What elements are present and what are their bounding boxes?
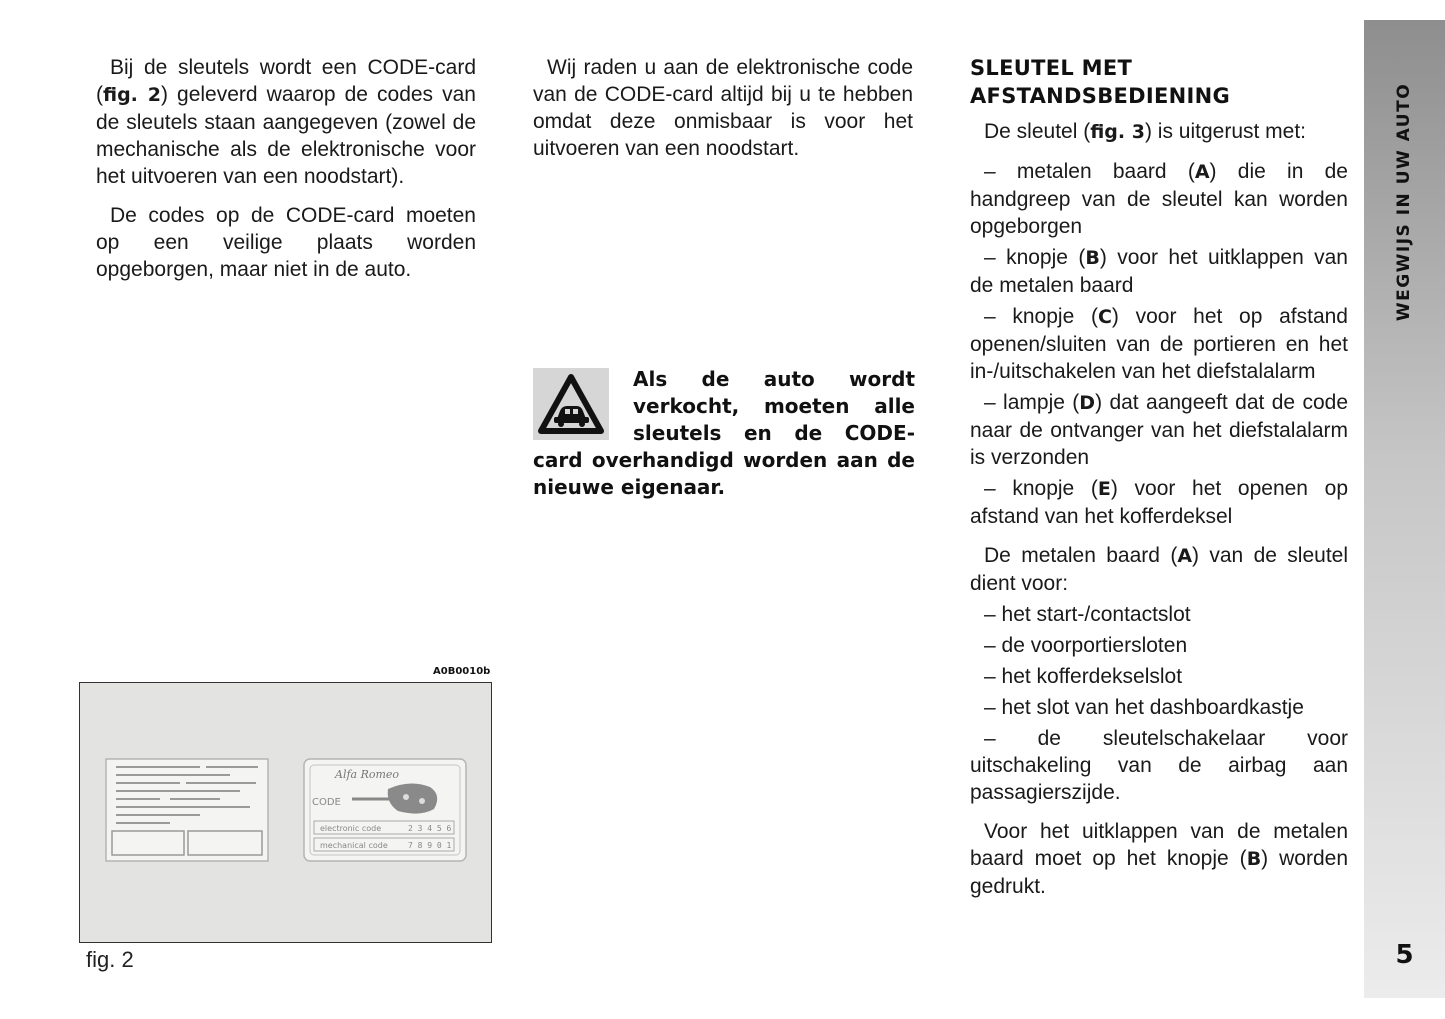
- card-code-label: CODE: [312, 797, 341, 808]
- warning-text: Als de auto wordt verkocht, moeten alle sleutels en de CODE-card overhandigd worden aan de nieuwe eigenaar.: [533, 367, 915, 499]
- chapter-sidebar: [1364, 20, 1445, 998]
- figure-caption: fig. 2: [86, 947, 134, 972]
- list-item: – lampje (D) dat aangeeft dat de code naar de ontvanger van het diefstalalarm is verzonden: [970, 391, 1348, 469]
- column-middle: [533, 54, 913, 174]
- list-item: – de voorportiersloten: [984, 634, 1188, 657]
- paragraph-electronic-code: Wij raden u aan de elektronische code van de CODE-card altijd bij u te hebben omdat deze onmisbaar is voor het uitvoeren van een noodstart.: [533, 56, 913, 160]
- list-item: – de sleutelschakelaar voor uitschakeling van de airbag aan passagierszijde.: [970, 727, 1348, 804]
- list-item: – knopje (B) voor het uitklappen van de metalen baard: [970, 246, 1348, 297]
- page-number: 5: [1395, 940, 1414, 970]
- section-heading: SLEUTEL MET AFSTANDSBEDIENING: [970, 56, 1231, 108]
- paragraph-unfold: Voor het uitklappen van de metalen baard moet op het knopje (B) worden gedrukt.: [970, 820, 1349, 898]
- svg-text:mechanical code: mechanical code: [320, 841, 388, 850]
- column-left: [96, 54, 476, 295]
- list-item: – het slot van het dashboardkastje: [984, 696, 1304, 719]
- figure-code: A0B0010b: [433, 666, 491, 677]
- svg-text:electronic code: electronic code: [320, 824, 382, 833]
- list-item: – het start-/contactslot: [984, 603, 1191, 626]
- svg-text:2 3 4 5 6: 2 3 4 5 6: [408, 824, 452, 833]
- list-item: – metalen baard (A) die in de handgreep van de sleutel kan worden opgeborgen: [970, 160, 1348, 238]
- figure-ref[interactable]: fig. 3: [1090, 121, 1145, 143]
- figure-ref[interactable]: fig. 2: [103, 84, 161, 106]
- paragraph-baard: De metalen baard (A) van de sleutel dient voor:: [970, 544, 1348, 595]
- list-item: – het kofferdekselslot: [984, 665, 1183, 688]
- car-warning-icon: [533, 368, 609, 440]
- chapter-title[interactable]: WEGWIJS IN UW AUTO: [1394, 82, 1414, 322]
- figure-code-card: [79, 682, 492, 943]
- card-brand: Alfa Romeo: [335, 768, 400, 781]
- svg-text:7 8 9 0 1: 7 8 9 0 1: [408, 841, 452, 850]
- paragraph-key-intro: De sleutel (fig. 3) is uitgerust met:: [984, 120, 1307, 143]
- code-card-illustration: [80, 683, 491, 942]
- column-right: [970, 54, 1348, 912]
- list-item: – knopje (C) voor het op afstand openen/sluiten van de portieren en het in-/uitschakelen van het diefstalalarm: [970, 305, 1348, 383]
- paragraph-code-card: Bij de sleutels wordt een CODE-card (fig. 2) geleverd waarop de codes van de sleutels staan aangegeven (zowel de mechanische als de elektronische voor het uitvoeren van een noodstart).: [96, 56, 476, 188]
- list-item: – knopje (E) voor het openen op afstand van het kofferdeksel: [970, 477, 1348, 528]
- warning-block: [533, 366, 915, 501]
- paragraph-codes-storage: De codes op de CODE-card moeten op een veilige plaats worden opgeborgen, maar niet in de auto.: [96, 204, 476, 281]
